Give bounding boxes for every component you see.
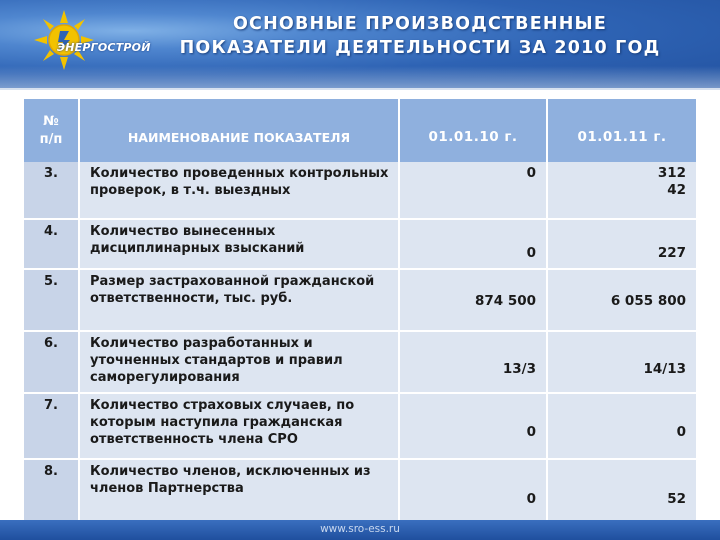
- row-number: 6.: [24, 332, 80, 394]
- row-value-2011-line2: 42: [667, 182, 686, 198]
- header-date-2011: 01.01.11 г.: [548, 99, 696, 162]
- title-line-1: ОСНОВНЫЕ ПРОИЗВОДСТВЕННЫЕ: [232, 14, 608, 34]
- row-value-2010: 0: [400, 162, 548, 220]
- row-value-2010: 0: [400, 394, 548, 460]
- row-value-2011: 6 055 800: [548, 270, 696, 332]
- row-name: Количество страховых случаев, по которым наступила гражданская ответственность члена СРО: [80, 394, 400, 460]
- row-value-2010: 0: [400, 220, 548, 270]
- table-row: [24, 220, 696, 270]
- row-name: Количество членов, исключенных из членов Партнерства: [80, 460, 400, 522]
- table-row: [24, 162, 696, 220]
- header-banner: [0, 0, 720, 90]
- row-value-2011: 52: [548, 460, 696, 522]
- row-value-2011: 227: [548, 220, 696, 270]
- header-name: НАИМЕНОВАНИЕ ПОКАЗАТЕЛЯ: [80, 99, 400, 162]
- row-number: 8.: [24, 460, 80, 522]
- header-number-abbr: п/п: [39, 131, 63, 147]
- title-line-2: ПОКАЗАТЕЛИ ДЕЯТЕЛЬНОСТИ ЗА 2010 ГОД: [179, 38, 661, 58]
- footer-bar: [0, 520, 720, 540]
- row-number: 5.: [24, 270, 80, 332]
- row-name: Количество проведенных контрольных проверок, в т.ч. выездных: [80, 162, 400, 220]
- row-value-2010: 13/3: [400, 332, 548, 394]
- row-value-2011: [548, 162, 696, 220]
- row-value-2011: 14/13: [548, 332, 696, 394]
- company-logo: [22, 6, 151, 76]
- row-value-2010: 874 500: [400, 270, 548, 332]
- table-row: [24, 270, 696, 332]
- row-number: 7.: [24, 394, 80, 460]
- row-value-2011: 0: [548, 394, 696, 460]
- row-name: Размер застрахованной гражданской ответственности, тыс. руб.: [80, 270, 400, 332]
- row-name: Количество разработанных и уточненных стандартов и правил саморегулирования: [80, 332, 400, 394]
- row-name: Количество вынесенных дисциплинарных взысканий: [80, 220, 400, 270]
- header-number: [24, 99, 80, 162]
- table-header-row: [24, 99, 696, 162]
- indicators-table: [24, 99, 696, 522]
- table-row: [24, 394, 696, 460]
- row-value-2011-line1: 312: [657, 165, 686, 181]
- header-date-2010: 01.01.10 г.: [400, 99, 548, 162]
- row-value-2010: 0: [400, 460, 548, 522]
- page-title: [140, 12, 700, 60]
- row-number: 3.: [24, 162, 80, 220]
- header-number-sign: №: [43, 113, 59, 129]
- footer-url[interactable]: www.sro-ess.ru: [320, 523, 400, 535]
- logo-text: ЭНЕРГОСТРОЙ: [57, 41, 151, 54]
- table-row: [24, 460, 696, 522]
- table-row: [24, 332, 696, 394]
- row-number: 4.: [24, 220, 80, 270]
